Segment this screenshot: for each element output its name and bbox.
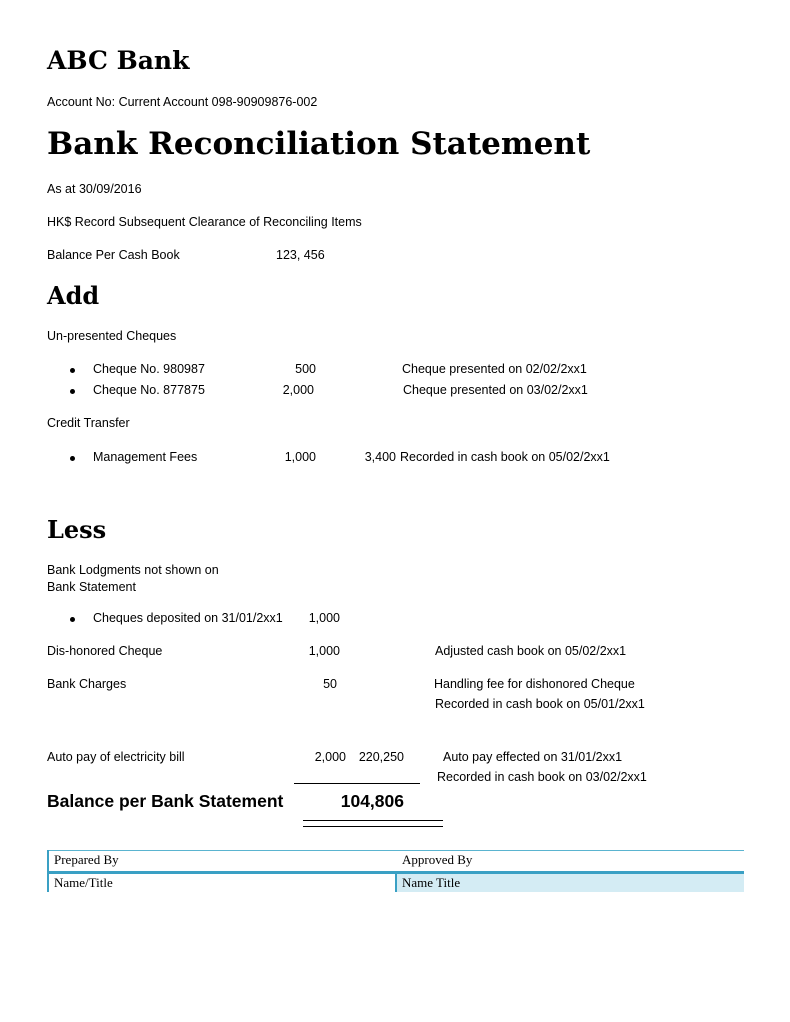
table-center-border <box>395 872 397 892</box>
lodgments-label-line2: Bank Statement <box>47 580 136 594</box>
unpresented-label: Un-presented Cheques <box>47 329 177 343</box>
cheque-2-amount: 2,000 <box>282 383 314 397</box>
bank-charges-note-line1: Handling fee for dishonored Cheque <box>434 677 635 691</box>
name-title-left[interactable]: Name/Title <box>54 875 113 890</box>
bank-charges-note-line2: Recorded in cash book on 05/01/2xx1 <box>435 697 645 711</box>
cheque-1-amount: 500 <box>295 362 316 376</box>
less-total: 220,250 <box>358 750 404 764</box>
name-title-right[interactable]: Name Title <box>402 875 461 890</box>
management-fees-amount: 1,000 <box>284 450 316 464</box>
cheques-deposited-amount: 1,000 <box>308 611 340 625</box>
cheque-2-note: Cheque presented on 03/02/2xx1 <box>403 383 588 397</box>
add-heading: Add <box>47 281 100 310</box>
add-total: 3,400 <box>364 450 396 464</box>
signature-table <box>47 850 744 892</box>
dishonored-label: Dis-honored Cheque <box>47 644 163 658</box>
cheque-1-label: Cheque No. 980987 <box>93 362 205 376</box>
auto-pay-note-line2: Recorded in cash book on 03/02/2xx1 <box>437 770 647 784</box>
auto-pay-label: Auto pay of electricity bill <box>47 750 185 764</box>
prepared-by-label: Prepared By <box>54 852 119 867</box>
dishonored-note: Adjusted cash book on 05/02/2xx1 <box>435 644 627 658</box>
auto-pay-amount: 2,000 <box>314 750 346 764</box>
cheques-deposited-label: Cheques deposited on 31/01/2xx1 <box>93 611 283 625</box>
balance-cash-book-value: 123, 456 <box>276 248 325 262</box>
double-rule-top <box>303 820 443 821</box>
less-heading: Less <box>47 515 107 544</box>
bank-charges-amount: 50 <box>323 677 337 691</box>
as-at-date: As at 30/09/2016 <box>47 182 142 196</box>
lodgments-label-line1: Bank Lodgments not shown on <box>47 563 219 577</box>
management-fees-note: Recorded in cash book on 05/02/2xx1 <box>400 450 610 464</box>
double-rule-bottom <box>303 826 443 827</box>
dishonored-amount: 1,000 <box>308 644 340 658</box>
management-fees-label: Management Fees <box>93 450 198 464</box>
bullet-icon <box>70 368 75 373</box>
balance-cash-book-label: Balance Per Cash Book <box>47 248 180 262</box>
account-number: Account No: Current Account 098-90909876-002 <box>47 95 318 109</box>
bank-name: ABC Bank <box>47 46 190 75</box>
balance-bank-statement-label: Balance per Bank Statement <box>47 791 284 811</box>
bank-charges-label: Bank Charges <box>47 677 127 691</box>
auto-pay-note-line1: Auto pay effected on 31/01/2xx1 <box>443 750 623 764</box>
table-left-border <box>47 850 49 892</box>
cheque-1-note: Cheque presented on 02/02/2xx1 <box>402 362 587 376</box>
bullet-icon <box>70 617 75 622</box>
cheque-2-label: Cheque No. 877875 <box>93 383 205 397</box>
page-title: Bank Reconciliation Statement <box>47 126 591 162</box>
balance-bank-statement-value: 104,806 <box>340 791 404 811</box>
record-line: HK$ Record Subsequent Clearance of Reconciling Items <box>47 215 362 229</box>
table-top-border <box>47 850 744 851</box>
bullet-icon <box>70 389 75 394</box>
approved-by-label: Approved By <box>402 852 473 867</box>
subtotal-rule <box>294 783 420 784</box>
bullet-icon <box>70 456 75 461</box>
credit-transfer-label: Credit Transfer <box>47 416 130 430</box>
